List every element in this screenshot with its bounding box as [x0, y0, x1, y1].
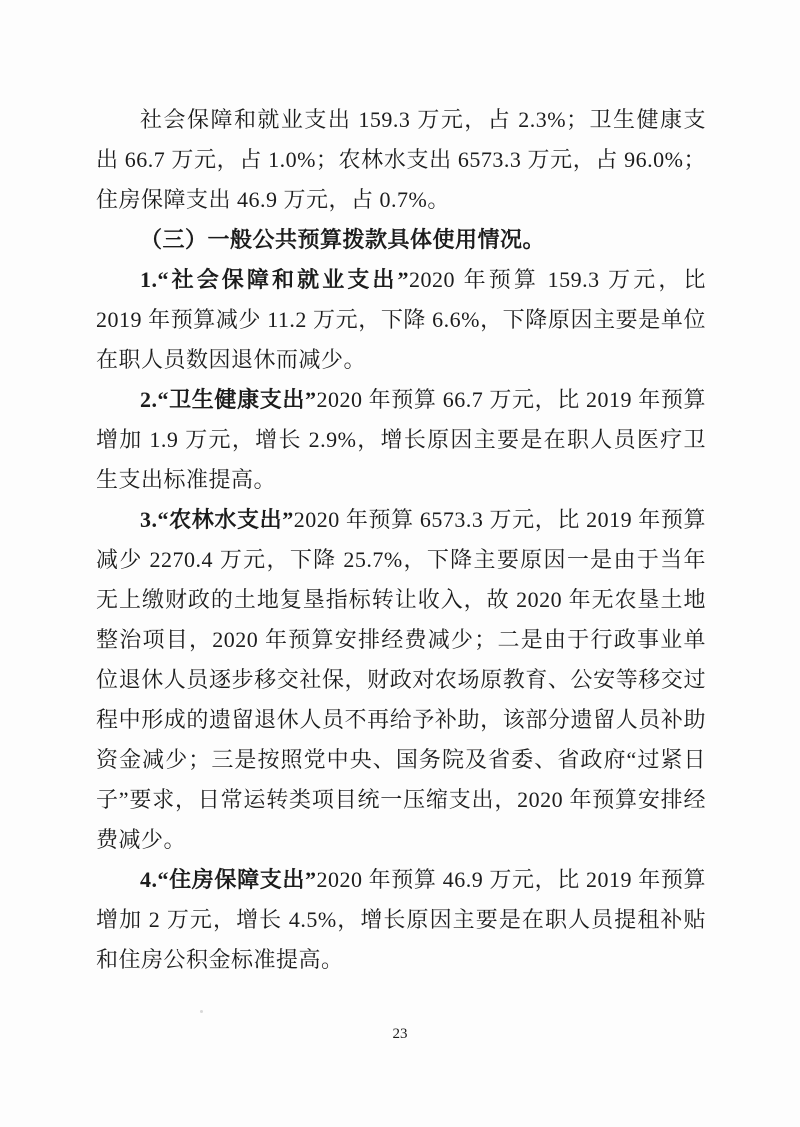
item-4-title: 4.“住房保障支出”	[140, 867, 317, 892]
page-number: 23	[392, 1026, 408, 1042]
paragraph-item-health	[96, 380, 706, 500]
item-2-text: 2020 年预算 66.7 万元，比 2019 年预算增加 1.9 万元，增长 2.9%，增长原因主要是在职人员医疗卫生支出标准提高。	[96, 387, 706, 492]
expenditure-summary-text: 社会保障和就业支出 159.3 万元，占 2.3%；卫生健康支出 66.7 万元，占 1.0%；农林水支出 6573.3 万元，占 96.0%；住房保障支出 46.9 万元，占 0.7%。	[96, 107, 706, 212]
paragraph-item-housing	[96, 860, 706, 980]
section-heading-text: （三）一般公共预算拨款具体使用情况。	[140, 227, 546, 252]
document-body	[96, 100, 706, 980]
section-heading	[96, 220, 706, 260]
scan-artifact-dot	[200, 1010, 203, 1013]
item-1-text: 2020 年预算 159.3 万元，比 2019 年预算减少 11.2 万元，下降 6.6%，下降原因主要是单位在职人员数因退休而减少。	[96, 267, 706, 372]
item-3-text: 2020 年预算 6573.3 万元，比 2019 年预算减少 2270.4 万元，下降 25.7%，下降主要原因一是由于当年无上缴财政的土地复垦指标转让收入，故 2020 年无农垦土地整治项目，2020 年预算安排经费减少；二是由于行政事业单位退休人员逐步移交社保，财政对农场原教育、公安等移交过程中形成的遗留退休人员不再给予补助，该部分遗留人员补助资金减少；三是按照党中央、国务院及省委、省政府“过紧日子”要求，日常运转类项目统一压缩支出，2020 年预算安排经费减少。	[96, 507, 706, 852]
paragraph-expenditure-summary	[96, 100, 706, 220]
item-4-text: 2020 年预算 46.9 万元，比 2019 年预算增加 2 万元，增长 4.5%，增长原因主要是在职人员提租补贴和住房公积金标准提高。	[96, 867, 706, 972]
paragraph-item-social-security	[96, 260, 706, 380]
item-2-title: 2.“卫生健康支出”	[140, 387, 317, 412]
paragraph-item-agriculture-water	[96, 500, 706, 860]
item-3-title: 3.“农林水支出”	[140, 507, 294, 532]
item-1-title: 1.“社会保障和就业支出”	[140, 267, 410, 292]
